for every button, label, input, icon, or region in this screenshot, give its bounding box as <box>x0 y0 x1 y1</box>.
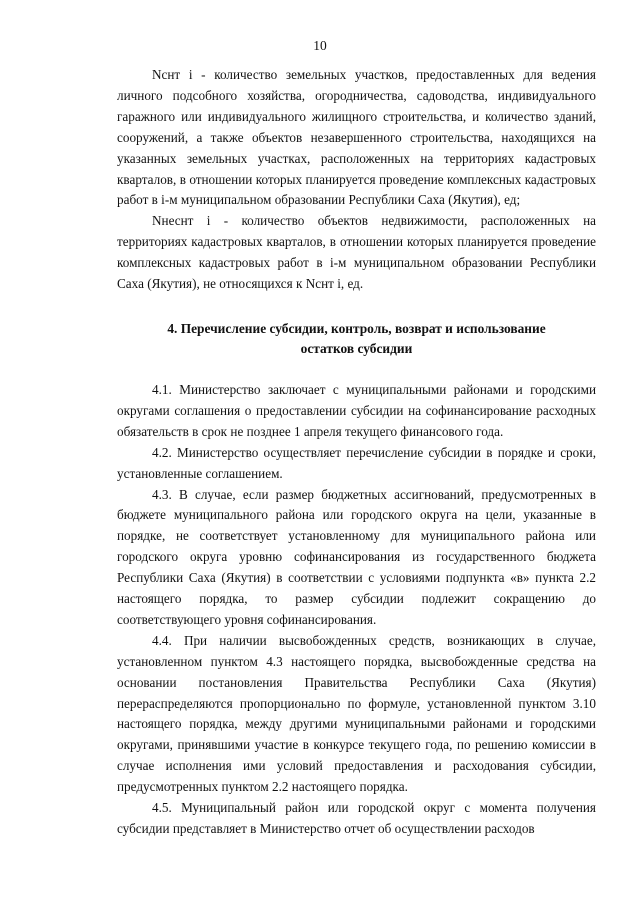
paragraph-4-1: 4.1. Министерство заключает с муниципальными районами и городскими округами соглашения о предоставлении субсидии на софинансирование расходных обязательств в срок не позднее 1 апреля текущего финансового года. <box>117 381 596 439</box>
paragraph-4-4: 4.4. При наличии высвобожденных средств, возникающих в случае, установленном пунктом 4.3 настоящего порядка, высвобожденные средства на основании постановления Правительства Республики Саха (Якутия) перераспределяются пропорционально по формуле, установленной пунктом 3.10 настоящего порядка, между другими муниципальными районами и городскими округами, принявшими участие в конкурсе текущего года, по решению комиссии в случае исполнения ими условий предоставления и расходования субсидии, предусмотренных пунктом 2.2 настоящего порядка. <box>117 632 596 795</box>
definition-nsnt: Nснт i - количество земельных участков, предоставленных для ведения личного подсобного хозяйства, огородничества, садоводства, индивидуального гаражного или индивидуального жилищного строительства, и количество зданий, сооружений, а также объектов незавершенного строительства, находящихся на указанных земельных участках, расположенных на территориях кадастровых кварталов, в отношении которых планируется проведение комплексных кадастровых работ в i-м муниципальном образовании Республики Саха (Якутия), ед; <box>117 67 596 208</box>
section-heading: 4. Перечисление субсидии, контроль, возврат и использование остатков субсидии <box>167 320 546 356</box>
page-number: 10 <box>313 38 327 53</box>
definition-nesnt: Nнеснт i - количество объектов недвижимости, расположенных на территориях кадастровых кварталов, в отношении которых планируется проведение комплексных кадастровых работ в i-м муниципальном образовании Республики Саха (Якутия), не относящихся к Nснт i, ед. <box>117 213 596 292</box>
document-body <box>117 65 596 840</box>
paragraph-4-3: 4.3. В случае, если размер бюджетных ассигнований, предусмотренных в бюджете муниципального района или городского округа на цели, указанные в порядке, не соответствует установленному для муниципального района или городского округа уровню софинансирования из государственного бюджета Республики Саха (Якутия) в соответствии с условиями подпункта «в» пункта 2.2 настоящего порядка, то размер субсидии подлежит сокращению до соответствующего уровня софинансирования. <box>117 486 596 627</box>
paragraph-4-2: 4.2. Министерство осуществляет перечисление субсидии в порядке и сроки, установленные соглашением. <box>117 444 596 481</box>
paragraph-4-5: 4.5. Муниципальный район или городской округ с момента получения субсидии представляет в Министерство отчет об осуществлении расходов <box>117 800 596 836</box>
